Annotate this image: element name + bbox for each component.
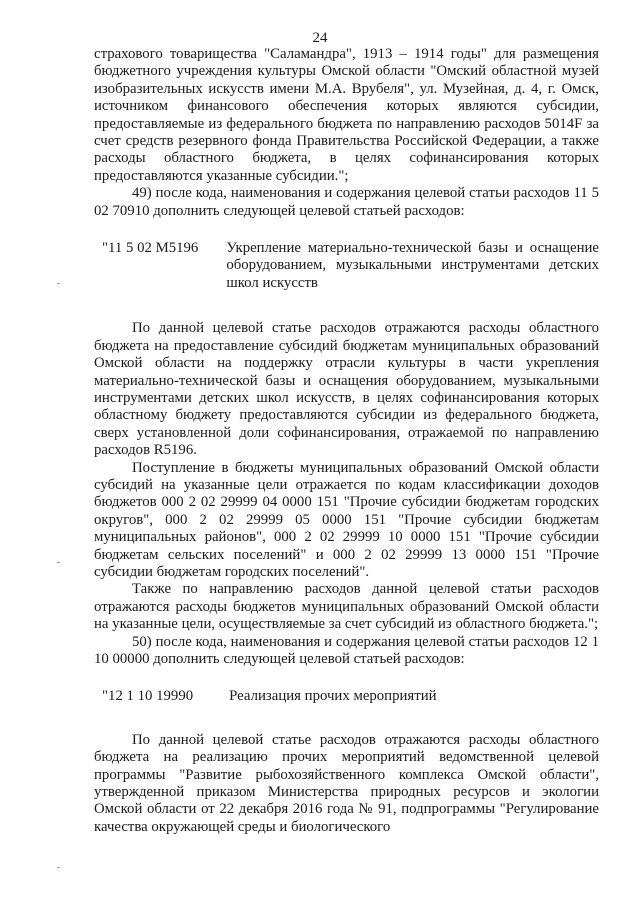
page-number: 24 xyxy=(312,30,328,46)
article-title: Реализация прочих мероприятий xyxy=(229,688,437,705)
paragraph: Также по направлению расходов данной целевой статьи расходов отражаются расходы бюджетов муниципальных образований Омской области на указанные цели, осуществляемые за счет субсидий из областного бюджета."; xyxy=(94,581,599,633)
article-code: "12 1 10 19990 xyxy=(102,688,194,705)
paragraph: По данной целевой статье расходов отражаются расходы областного бюджета на предоставление субсидий бюджетам муниципальных образований Омской области на поддержку отрасли культуры в части укрепления материально-технической базы и оснащения оборудованием, музыкальными инструментами детских школ искусств, в целях софинансирования которых областному бюджету предоставляются субсидии из федерального бюджета, сверх установленной доли софинансирования, отражаемой по направлению расходов R5196. xyxy=(94,320,599,459)
margin-mark xyxy=(57,283,60,284)
target-article-entry xyxy=(94,688,599,705)
margin-mark xyxy=(57,562,60,563)
target-article-entry xyxy=(94,240,599,292)
paragraph: По данной целевой статье расходов отражаются расходы областного бюджета на реализацию прочих мероприятий ведомственной целевой программы "Развитие рыбохозяйственного комплекса Омской области", утвержденной приказом Министерства природных ресурсов и экологии Омской области от 22 декабря 2016 года № 91, подпрограммы "Регулирование качества окружающей среды и биологического xyxy=(94,731,599,835)
paragraph-item-50: 50) после кода, наименования и содержания целевой статьи расходов 12 1 10 00000 дополнить следующей целевой статьей расходов: xyxy=(94,633,599,667)
paragraph: Поступление в бюджеты муниципальных образований Омской области субсидий на указанные цели отражается по кодам классификации доходов бюджетов 000 2 02 29999 04 0000 151 "Прочие субсидии бюджетам городских округов", 000 2 02 29999 05 0000 151 "Прочие субсидии бюджетам муниципальных районов", 000 2 02 29999 10 0000 151 "Прочие субсидии бюджетам сельских поселений" и 000 2 02 29999 13 0000 151 "Прочие субсидии бюджетам городских поселений". xyxy=(94,459,599,580)
paragraph: страхового товарищества "Саламандра", 1913 – 1914 годы" для размещения бюджетного учреждения культуры Омской области "Омский областной музей изобразительных искусств имени М.А. Врубеля", ул. Музейная, д. 4, г. Омск, источником финансового обеспечения которых являются субсидии, предоставляемые из федерального бюджета по направлению расходов 5014F за счет средств резервного фонда Правительства Российской Федерации, а также расходы областного бюджета, в целях софинансирования которых предоставляются указанные субсидии."; xyxy=(94,46,599,184)
article-title: Укрепление материально-технической базы и оснащение оборудованием, музыкальными инструментами детских школ искусств xyxy=(226,240,599,291)
paragraph-item-49: 49) после кода, наименования и содержания целевой статьи расходов 11 5 02 70910 дополнить следующей целевой статьей расходов: xyxy=(94,185,599,219)
document-body xyxy=(94,46,599,836)
article-code: "11 5 02 M5196 xyxy=(102,240,199,257)
margin-mark xyxy=(57,867,60,868)
